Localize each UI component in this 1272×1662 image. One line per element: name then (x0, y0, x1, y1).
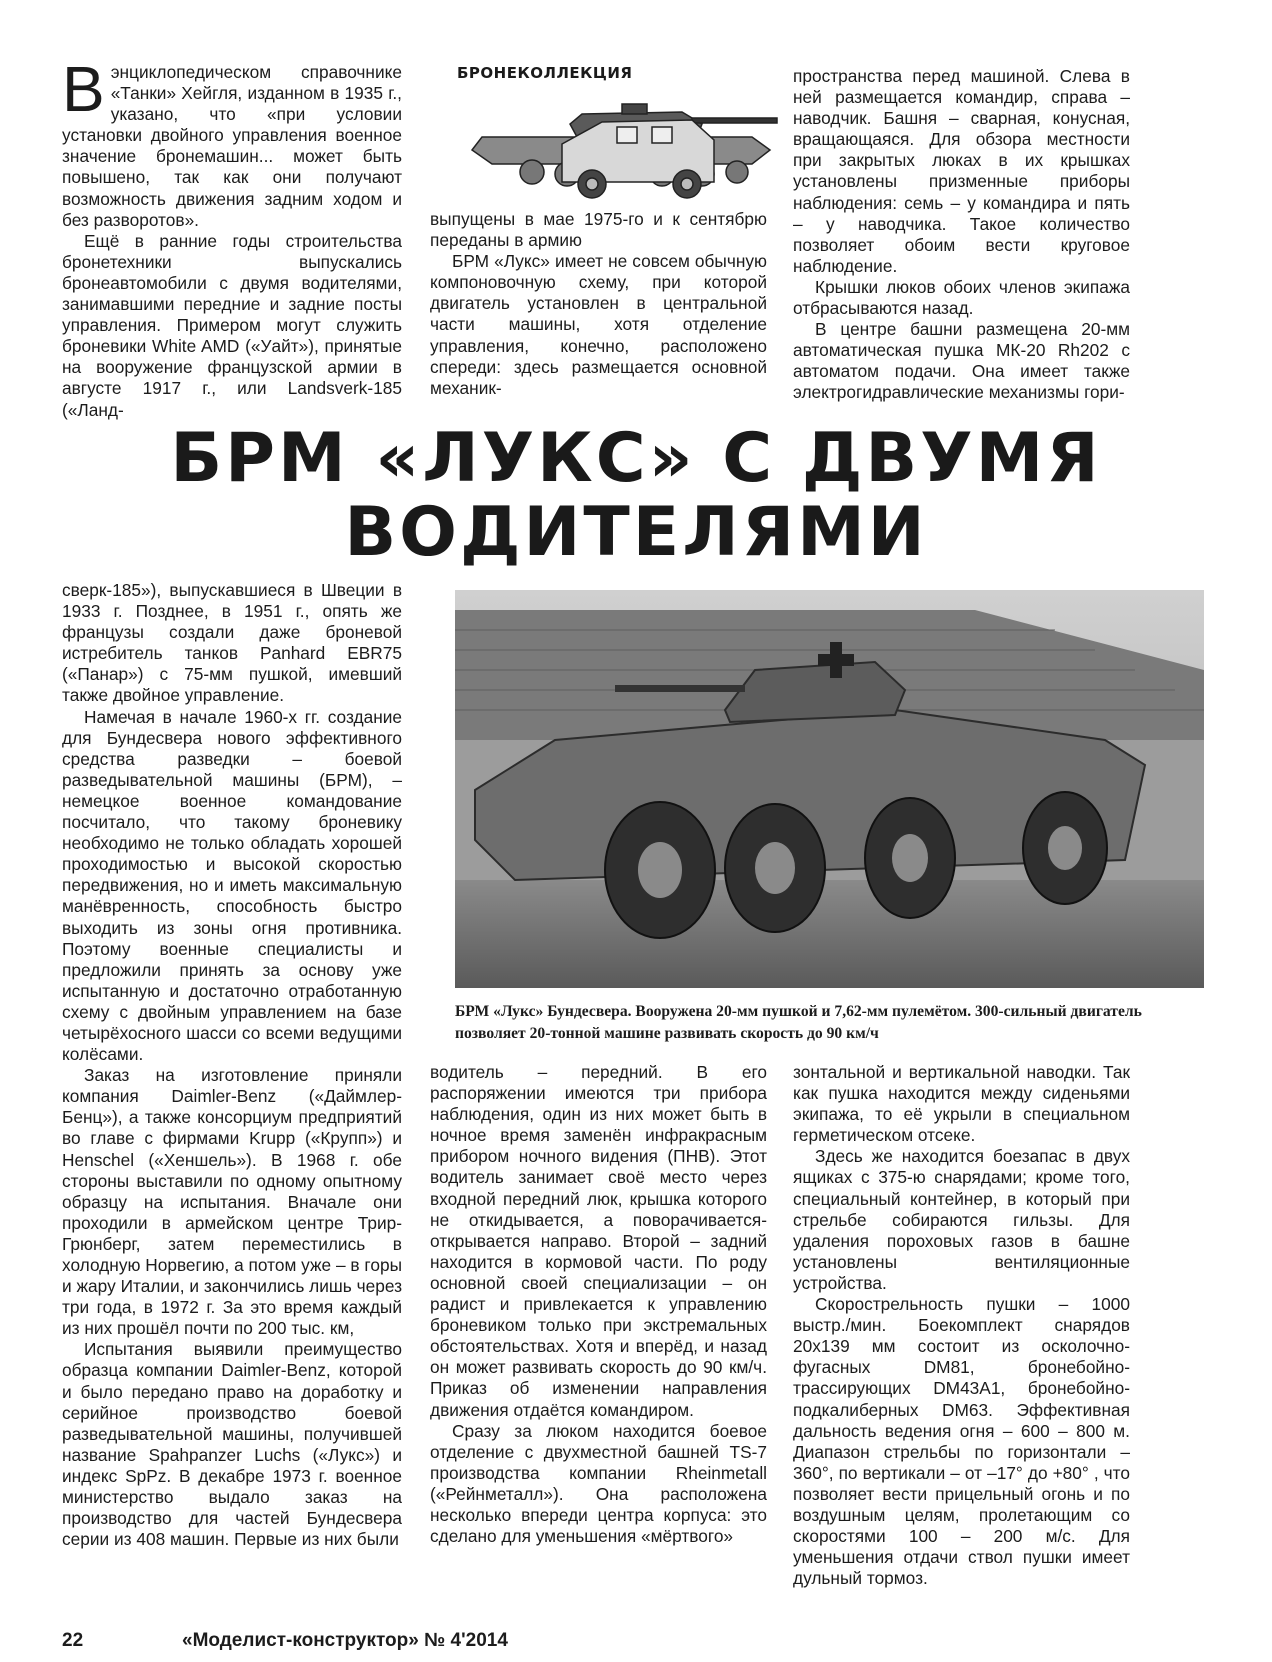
paragraph: Испытания выявили преимущество образца компании Daimler-Benz, которой и было передано право на доработку и серийное производство боевой разведывательной машины, получившей название Spahpanzer Luchs («Лукс») и индекс SpPz. В декабре 1973 г. военное министерство выдало заказ на производство для частей Бундесвера серии из 408 машин. Первые из них были (62, 1339, 402, 1550)
column-3-bottom (793, 1062, 1130, 1589)
paragraph: выпущены в мае 1975-го и к сентябрю переданы в армию (430, 209, 767, 251)
section-kicker: БРОНЕКОЛЛЕКЦИЯ (457, 64, 633, 82)
column-2-top (430, 209, 767, 399)
paragraph: Ещё в ранние годы строительства бронетехники выпускались бронеавтомобили с двумя водителями, занимавшими передние и задние посты управления. Примером могут служить броневики White AMD («Уайт»), принятые на вооружение французской армии в августе 1917 г., или Landsverk-185 («Ланд- (62, 230, 402, 420)
vehicle-photo (455, 590, 1204, 988)
paragraph: пространства перед машиной. Слева в ней размещается командир, справа – наводчик. Башня – сварная, конусная, вращающаяся. Для обзора местности при закрытых люках в их крышках установлены призменные приборы наблюдения: семь – у командира и пять – у наводчика. Такое количество позволяет обоим вести круговое наблюдение. (793, 66, 1130, 276)
column-1-bottom (62, 580, 402, 1550)
paragraph: Крышки люков обоих членов экипажа отбрасываются назад. (793, 276, 1130, 319)
paragraph: энциклопедическом справочнике «Танки» Хейгля, изданном в 1935 г., указано, что «при условии установки двойного управления военное значение бронемашин... может быть повышено, так как они получают возможность движения задним ходом и без разворотов». (62, 62, 402, 230)
paragraph: Намечая в начале 1960-х гг. создание для Бундесвера нового эффективного средства разведки – боевой разведывательной машины (БРМ), – немецкое военное командование посчитало, что такому броневику необходимо не только обладать хорошей проходимостью и высокой скоростью передвижения, но и иметь максимальную манёвренность, способность быстро выходить из зоны огня противника. Поэтому военные специалисты и предложили принять за основу уже испытанную и достаточно отработанную схему с двойным управлением на базе четырёхосного шасси со всеми ведущими колёсами. (62, 706, 402, 1065)
column-3-top (793, 66, 1130, 404)
photo-caption: БРМ «Лукс» Бундесвера. Вооружена 20-мм пушкой и 7,62-мм пулемётом. 300-сильный двигатель позволяет 20-тонной машине развивать скорость до 90 км/ч (455, 1003, 1142, 1042)
column-2-bottom (430, 1062, 767, 1547)
paragraph: Сразу за люком находится боевое отделение с двухместной башней TS-7 производства компании Rheinmetall («Рейнметалл»). Она расположена несколько впереди центра корпуса: это сделано для уменьшения «мёртвого» (430, 1420, 767, 1547)
paragraph: Здесь же находится боезапас в двух ящиках с 375-ю снарядами; кроме того, специальный контейнер, в который при стрельбе собираются гильзы. Для удаления пороховых газов в башне установлены вентиляционные устройства. (793, 1146, 1130, 1293)
drop-cap: В (62, 53, 105, 125)
paragraph: зонтальной и вертикальной наводки. Так как пушка находится между сиденьями экипажа, то её укрыли в специальном герметическом отсеке. (793, 1062, 1130, 1146)
magazine-name: «Моделист-конструктор» № 4'2014 (182, 1630, 508, 1651)
paragraph: В центре башни размещена 20-мм автоматическая пушка МК-20 Rh202 с автоматом подачи. Она имеет также электрогидравлические механизмы гори- (793, 319, 1130, 403)
paragraph: сверк-185»), выпускавшиеся в Швеции в 1933 г. Позднее, в 1951 г., опять же французы создали даже броневой истребитель танков Panhard EBR75 («Панар») с 75-мм пушкой, имевший также двойное управление. (62, 580, 402, 706)
column-1-top (62, 53, 402, 421)
page-number: 22 (62, 1630, 84, 1651)
title-line-1: БРМ «ЛУКС» С ДВУМЯ (170, 419, 1102, 498)
paragraph: Скорострельность пушки – 1000 выстр./мин. Боекомплект снарядов 20x139 мм состоит из осколочно-фугасных DM81, бронебойно-трассирующих DM43A1, бронебойно-подкалиберных DM63. Эффективная дальность ведения огня – 600 – 800 м. Диапазон стрельбы по горизонтали – 360°, по вертикали – от –17° до +80° , что позволяет вести прицельный огонь и по воздушным целям, пролетающим со скоростями 100 – 200 м/с. Для уменьшения отдачи ствол пушки имеет дульный тормоз. (793, 1294, 1130, 1589)
armored-car-drawing-icon (562, 120, 714, 198)
paragraph: Заказ на изготовление приняли компания Daimler-Benz («Даймлер-Бенц»), а также консорциум предприятий во главе с фирмами Krupp («Крупп») и Henschel («Хеншель»). В 1968 г. обе стороны выставили по одному опытному образцу на испытания. Вначале они проходили в армейском центре Трир-Грюнберг, затем переместились в холодную Норвегию, а потом уже – в горы и жару Италии, и закончились лишь через три года, в 1972 г. За это время каждый из них прошёл почти по 200 тыс. км, (62, 1065, 402, 1339)
paragraph: БРМ «Лукс» имеет не совсем обычную компоновочную схему, при которой двигатель установлен в центральной части машины, хотя отделение управления, конечно, расположено спереди: здесь размещается основной механик- (430, 251, 767, 398)
title-line-2: ВОДИТЕЛЯМИ (344, 493, 928, 572)
paragraph: водитель – передний. В его распоряжении имеются три прибора наблюдения, один из них может быть в ночное время заменён инфракрасным прибором ночного видения (ПНВ). Этот водитель занимает своё место через входной передний люк, крышка которого не откидывается, а поворачивается-открывается направо. Второй – задний находится в кормовой части. По роду основной своей специализации – он радист и привлекается к управлению броневиком только при экстремальных обстоятельствах. Хотя и вперёд, и назад он может развивать скорость до 90 км/ч. Приказ об изменении направления движения отдаётся командиром. (430, 1062, 767, 1420)
page-footer (62, 1630, 508, 1652)
vehicle-gun (615, 685, 745, 692)
article-title (0, 419, 1272, 572)
section-header-illustration (452, 82, 782, 200)
